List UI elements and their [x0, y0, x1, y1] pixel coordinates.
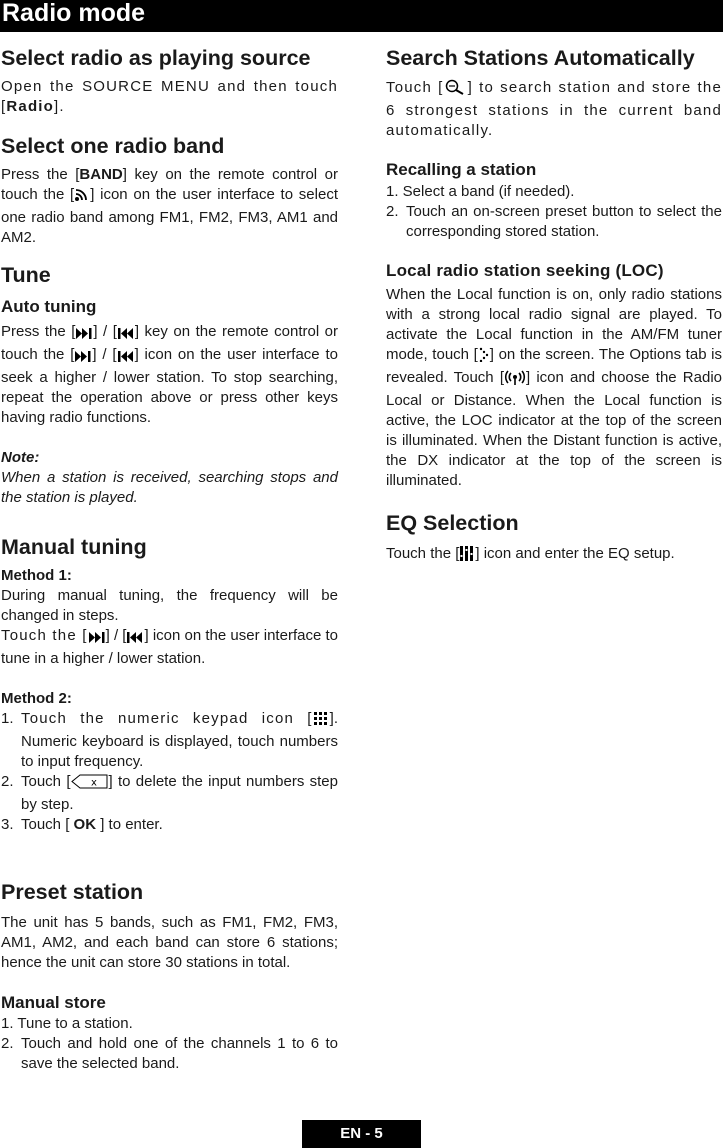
note-text: When a station is received, searching stops and the station is played. — [1, 469, 338, 506]
right-column — [386, 40, 722, 567]
recalling-step1: 1. Select a band (if needed). — [386, 183, 575, 200]
band-icon — [74, 187, 90, 208]
previous-track-icon — [117, 325, 135, 345]
list-item: 3. Touch [ OK ] to enter. — [1, 816, 163, 833]
next-track-icon — [75, 325, 93, 345]
manual-store-steps — [1, 1034, 338, 1074]
method1-touch-text: Touch the [ ] / [ ] icon on the user interface to tune in a higher / lower station. — [1, 627, 338, 667]
select-source-text: Open the SOURCE MENU and then touch [Radio]. — [1, 78, 338, 115]
loc-text: When the Local function is on, only radio stations with a strong local radio signal are played. To activate the Local function in the AM/FM tuner mode, touch [ ] on the screen. The Options tab is revealed. Touch [ ] icon and choose the Radio Local or Distance. When the Local function is active, the LOC indicator at the top of the screen is illuminated. When the Distant function is active, the DX indicator at the top of the screen is illuminated. — [386, 286, 722, 489]
previous-track-icon — [117, 348, 135, 368]
heading-preset-station: Preset station — [1, 880, 144, 904]
section-tune — [1, 261, 338, 508]
previous-track-icon — [126, 629, 144, 649]
note-label: Note: — [1, 449, 40, 466]
preset-text: The unit has 5 bands, such as FM1, FM2, FM3, AM1, AM2, and each band can store 6 stations; hence the unit can store 30 stations in total. — [1, 914, 338, 971]
radio-signal-icon — [504, 370, 526, 391]
heading-select-band: Select one radio band — [1, 134, 225, 158]
page-header — [0, 0, 723, 32]
heading-manual-tuning: Manual tuning — [1, 535, 147, 559]
options-icon — [478, 347, 490, 368]
heading-recalling: Recalling a station — [386, 160, 537, 179]
eq-text: Touch the [ ] icon and enter the EQ setup. — [386, 544, 722, 567]
list-item: 2. Touch an on-screen preset button to select the corresponding stored station. — [386, 203, 722, 240]
left-column — [1, 40, 338, 1074]
list-item: 2. Touch and hold one of the channels 1 to 6 to save the selected band. — [1, 1035, 338, 1072]
next-track-icon — [74, 348, 92, 368]
heading-tune: Tune — [1, 263, 51, 287]
section-search-auto — [386, 44, 722, 141]
section-eq — [386, 509, 722, 567]
heading-eq: EQ Selection — [386, 511, 519, 535]
heading-search-stations: Search Stations Automatically — [386, 46, 695, 70]
numeric-keypad-icon — [313, 711, 330, 732]
auto-tuning-text: Press the [ ] / [ ] key on the remote control or touch the [ ] / [ ] icon on the user interface to seek a higher / lower station. To stop searching, repeat the operation above or press other keys having radio functions. — [1, 323, 338, 426]
heading-auto-tuning: Auto tuning — [1, 297, 97, 316]
section-select-source — [1, 44, 338, 117]
section-recalling — [386, 159, 722, 242]
section-loc — [386, 260, 722, 491]
search-icon — [444, 79, 468, 101]
section-preset-station — [1, 878, 338, 1074]
svg-text:x: x — [90, 777, 97, 789]
page-number-badge — [302, 1120, 421, 1148]
section-manual-tuning — [1, 533, 338, 835]
heading-manual-store: Manual store — [1, 993, 106, 1012]
list-item: 1. Touch the numeric keypad icon [ ]. Numeric keyboard is displayed, touch numbers to input frequency. — [1, 710, 338, 770]
recalling-steps — [386, 202, 722, 242]
section-select-band — [1, 132, 338, 248]
search-stations-text: Touch [ ] to search station and store the 6 strongest stations in the current band automatically. — [386, 79, 723, 139]
heading-select-source: Select radio as playing source — [1, 46, 311, 70]
equalizer-icon — [459, 546, 475, 567]
method1-text: During manual tuning, the frequency will be changed in steps. — [1, 587, 338, 624]
method1-label: Method 1: — [1, 567, 72, 584]
method2-steps — [1, 709, 338, 835]
heading-loc: Local radio station seeking (LOC) — [386, 261, 664, 280]
manual-store-step1: 1. Tune to a station. — [1, 1015, 133, 1032]
select-band-text: Press the [BAND] key on the remote control or touch the [ ] icon on the user interface to select one radio band among FM1, FM2, FM3, AM1 and AM2. — [1, 166, 338, 246]
backspace-icon — [71, 774, 109, 795]
list-item: 2. Touch [ x ] to delete the input numbers step by step. — [1, 773, 338, 813]
page-title: Radio mode — [2, 0, 146, 27]
next-track-icon — [88, 629, 106, 649]
page-number: EN - 5 — [340, 1125, 383, 1142]
method2-label: Method 2: — [1, 690, 72, 707]
